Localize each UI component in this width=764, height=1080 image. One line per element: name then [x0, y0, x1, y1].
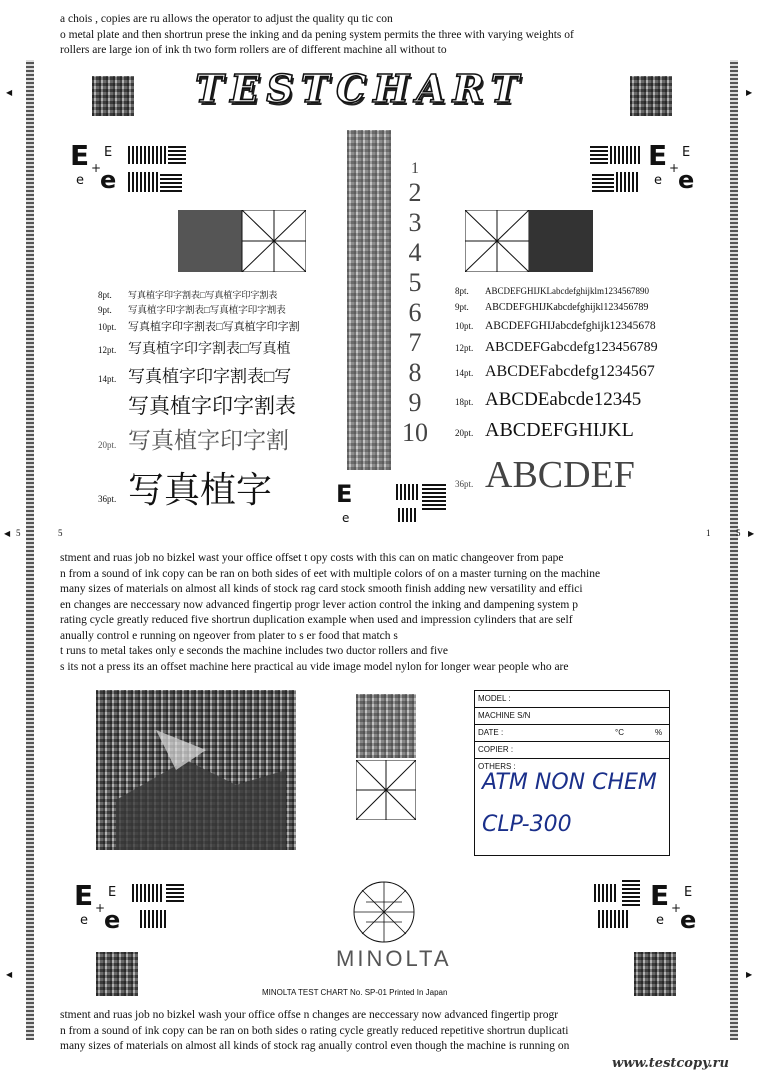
watermark: www.testcopy.ru — [612, 1056, 729, 1071]
form-copier-row: COPIER : — [475, 742, 669, 759]
number-label: 10 — [402, 418, 428, 447]
grayscale-target — [356, 694, 416, 758]
number-label: 7 — [408, 328, 422, 357]
top-paragraph — [60, 12, 720, 59]
text-line: many sizes of materials on almost all kinds of stock rag card stock smooth finish adding new versatility and effici — [60, 583, 583, 595]
star-target-right — [465, 210, 593, 272]
bar-pattern — [132, 884, 164, 902]
bar-pattern — [610, 146, 640, 164]
bar-pattern — [616, 172, 640, 192]
text-line: stment and ruas job no bizkel wash your office offse n changes are neccessary now advanced fingertip progr — [60, 1009, 559, 1021]
text-line: rating cycle greatly reduced five shortrun duplication example when used and impression cylinders that are self — [60, 614, 573, 626]
handwriting-line-2: CLP-300 — [482, 812, 572, 837]
form-others-row: OTHERS : — [478, 762, 516, 771]
number-label: 5 — [408, 268, 422, 297]
bar-pattern — [590, 146, 608, 164]
text-line: stment and ruas job no bizkel wast your office offset t opy costs with this can on matic changeover from pape — [60, 552, 564, 564]
jp-size-row: 36pt. 写真植字 — [98, 470, 273, 510]
right-arrow-mark: ▶ — [746, 88, 753, 97]
bar-pattern — [594, 884, 618, 902]
form-date-row: DATE : °C % — [475, 725, 669, 742]
center-number-column — [398, 160, 432, 448]
bar-pattern — [168, 146, 186, 164]
ee-mark-top-right: E E + e e — [648, 139, 695, 194]
jp-size-row: 20pt. 写真植字印字割 — [98, 428, 289, 453]
margin-arrow-left: ◀ — [4, 529, 11, 538]
bar-pattern — [160, 172, 182, 192]
en-size-row: 12pt. ABCDEFGabcdefg123456789 — [455, 340, 658, 355]
number-label: 4 — [408, 238, 422, 267]
text-line: o metal plate and then shortrun prese the inking and da pening system permits the three with varying weights of — [60, 28, 574, 41]
bar-pattern — [622, 880, 640, 906]
number-label: 9 — [408, 388, 422, 417]
ee-mark-bottom-right: E E + e e — [650, 879, 697, 934]
jp-size-row: 12pt. 写真植字印字割表□写真植 — [98, 342, 291, 357]
minolta-logo: MINOLTA — [336, 946, 452, 971]
en-size-column — [455, 286, 720, 503]
text-line: t runs to metal takes only e seconds the machine includes two ductor rollers and five — [60, 645, 449, 657]
text-line: many sizes of materials on almost all kinds of stock rag anually control even though the machine is running on — [60, 1040, 570, 1052]
jp-size-row: 10pt. 写真植字印字割表□写真植字印字割 — [98, 321, 300, 333]
margin-number-right: 5 — [736, 528, 741, 538]
jp-size-row: 9pt. 写真植字印字割表□写真植字印字割表 — [98, 305, 286, 316]
bar-pattern — [166, 884, 184, 902]
bar-pattern — [140, 910, 168, 928]
left-tone-strip — [26, 60, 34, 1040]
bar-pattern — [128, 146, 168, 164]
bar-pattern — [398, 508, 418, 522]
form-machine-row: MACHINE S/N — [475, 708, 669, 725]
photo-overlay — [96, 690, 296, 850]
bottom-paragraph — [60, 1008, 714, 1055]
en-size-row: 8pt. ABCDEFGHIJKLabcdefghijklm1234567890 — [455, 286, 649, 296]
bar-pattern — [422, 482, 446, 510]
handwriting-line-1: ATM NON CHEM — [482, 770, 657, 795]
jp-size-row: 8pt. 写真植字印字割表□写真植字印字割表 — [98, 290, 278, 300]
tone-patch-top-right — [630, 76, 672, 116]
form-model-row: MODEL : — [475, 691, 669, 708]
number-label: 8 — [408, 358, 422, 387]
text-line: n from a sound of ink copy can be ran on both sides of eet with multiple colors of on a master turning on the machine — [60, 567, 601, 580]
text-line: en changes are neccessary now advanced fingertip progr lever action control the inking and dampening system p — [60, 598, 578, 611]
ee-mark-center: E e — [336, 480, 353, 525]
number-label: 1 — [411, 160, 419, 177]
number-label: 3 — [408, 208, 422, 237]
number-label: 6 — [408, 298, 422, 327]
jp-size-row: 14pt. 写真植字印字割表□写 — [98, 367, 292, 386]
jp-size-row: 写真植字印字割表 — [128, 394, 296, 418]
en-size-row: 9pt. ABCDEFGHIJKabcdefghijkl123456789 — [455, 302, 649, 313]
right-tone-strip — [730, 60, 738, 1040]
tone-patch-bottom-left — [96, 952, 138, 996]
ee-mark-bottom-left: E E + e e — [74, 879, 121, 934]
text-line: rollers are large ion of ink th two form rollers are of different machine all without to — [60, 44, 447, 56]
left-arrow-mark: ◀ — [6, 88, 13, 97]
number-label: 2 — [408, 178, 422, 207]
en-size-row: 20pt. ABCDEFGHIJKL — [455, 419, 634, 441]
jp-size-column — [98, 288, 338, 512]
en-size-row: 36pt. ABCDEF — [455, 454, 635, 496]
en-size-row: 14pt. ABCDEFabcdefg1234567 — [455, 363, 655, 380]
tone-patch-bottom-right — [634, 952, 676, 996]
margin-number-left-inner: 5 — [58, 528, 63, 538]
right-arrow-mark-bottom: ▶ — [746, 970, 753, 979]
star-target-left — [178, 210, 306, 272]
star-target-center — [356, 760, 416, 820]
bar-pattern — [128, 172, 158, 192]
testchart-title: TESTCHART — [195, 66, 526, 111]
center-gray-strip — [347, 130, 391, 470]
bar-pattern — [598, 910, 628, 928]
middle-paragraph — [60, 551, 714, 675]
text-line: anually control e running on ngeover from plater to s er food that match s — [60, 629, 398, 642]
ee-mark-top-left: E E + e e — [70, 139, 117, 194]
footer-caption: MINOLTA TEST CHART No. SP-01 Printed In Japan — [262, 988, 448, 997]
bar-pattern — [396, 484, 418, 500]
en-size-row: 10pt. ABCDEFGHIJabcdefghijk12345678 — [455, 320, 656, 332]
margin-number-right-inner: 1 — [706, 528, 711, 538]
tone-patch-top-left — [92, 76, 134, 116]
bar-pattern — [592, 172, 614, 192]
margin-arrow-right: ▶ — [748, 529, 755, 538]
text-line: a chois , copies are ru allows the operator to adjust the quality qu tic con — [60, 13, 393, 25]
text-line: s its not a press its an offset machine here practical au vide image model nylon for longer wear people who are — [60, 660, 569, 673]
margin-number-left: 5 — [16, 528, 21, 538]
en-size-row: 18pt. ABCDEabcde12345 — [455, 389, 642, 410]
left-arrow-mark-bottom: ◀ — [6, 970, 13, 979]
logo-resolution-circle — [352, 880, 416, 944]
text-line: n from a sound of ink copy can be ran on both sides o rating cycle greatly reduced repetitive shortrun duplicati — [60, 1024, 569, 1037]
